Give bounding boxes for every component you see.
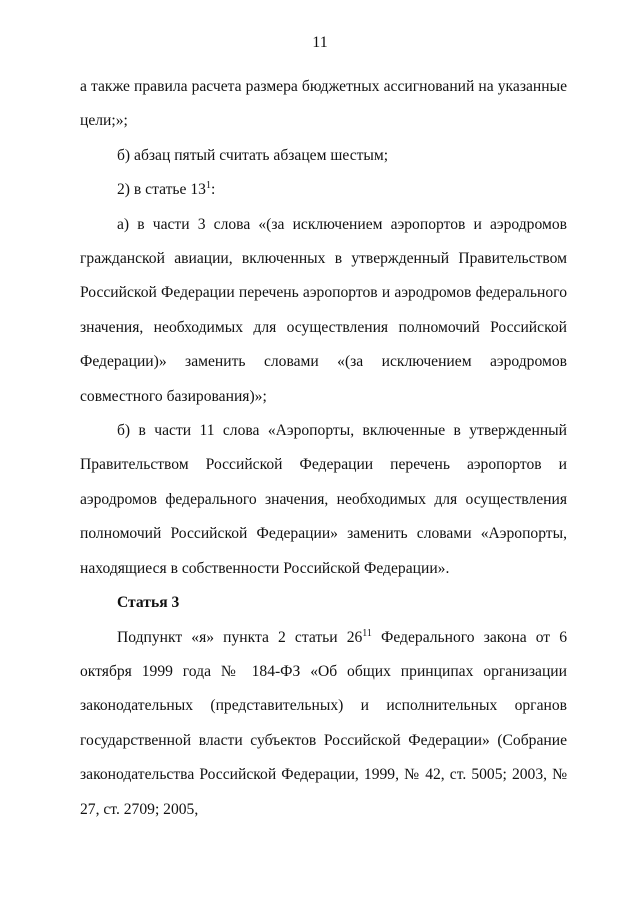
item-2-text: 2) в статье 13 xyxy=(117,181,206,199)
article-heading: Статья 3 xyxy=(117,594,180,612)
paragraph-item-b: б) абзац пятый считать абзацем шестым; xyxy=(117,146,389,164)
paragraph-item-b-part-11: б) в части 11 слова «Аэропорты, включенные в утвержденный Правительством Российской Федерации перечень аэропортов и аэродромов федерального значения, необходимых для осуществления полномочий Российской Федерации» заменить словами «Аэропорты, находящиеся в собственности Российской Федерации». xyxy=(80,422,567,577)
document-body xyxy=(80,70,567,827)
item-2-superscript: 1 xyxy=(205,180,211,192)
item-2-colon: : xyxy=(210,181,216,199)
article-3-text-a: Подпункт «я» пункта 2 статьи 26 xyxy=(117,628,363,646)
page-number: 11 xyxy=(312,34,328,51)
paragraph-continuation: а также правила расчета размера бюджетных ассигнований на указанные цели;»; xyxy=(80,78,567,130)
article-3-superscript: 11 xyxy=(362,627,372,639)
paragraph-item-a-part-3: а) в части 3 слова «(за исключением аэропортов и аэродромов гражданской авиации, включенных в утвержденный Правительством Российской Федерации перечень аэропортов и аэродромов федерального значения, необходимых для осуществления полномочий Российской Федерации)» заменить словами «(за исключением аэродромов совместного базирования)»; xyxy=(80,215,567,405)
article-3-text-b: Федерального закона от 6 октября 1999 года № 184-ФЗ «Об общих принципах организации законодательных (представительных) и исполнительных органов государственной власти субъектов Российской Федерации» (Собрание законодательства Российской Федерации, 1999, № 42, ст. 5005; 2003, № 27, ст. 2709; 2005, xyxy=(80,628,567,818)
paragraph-article-3 xyxy=(80,621,567,827)
paragraph-item-2 xyxy=(80,173,567,207)
